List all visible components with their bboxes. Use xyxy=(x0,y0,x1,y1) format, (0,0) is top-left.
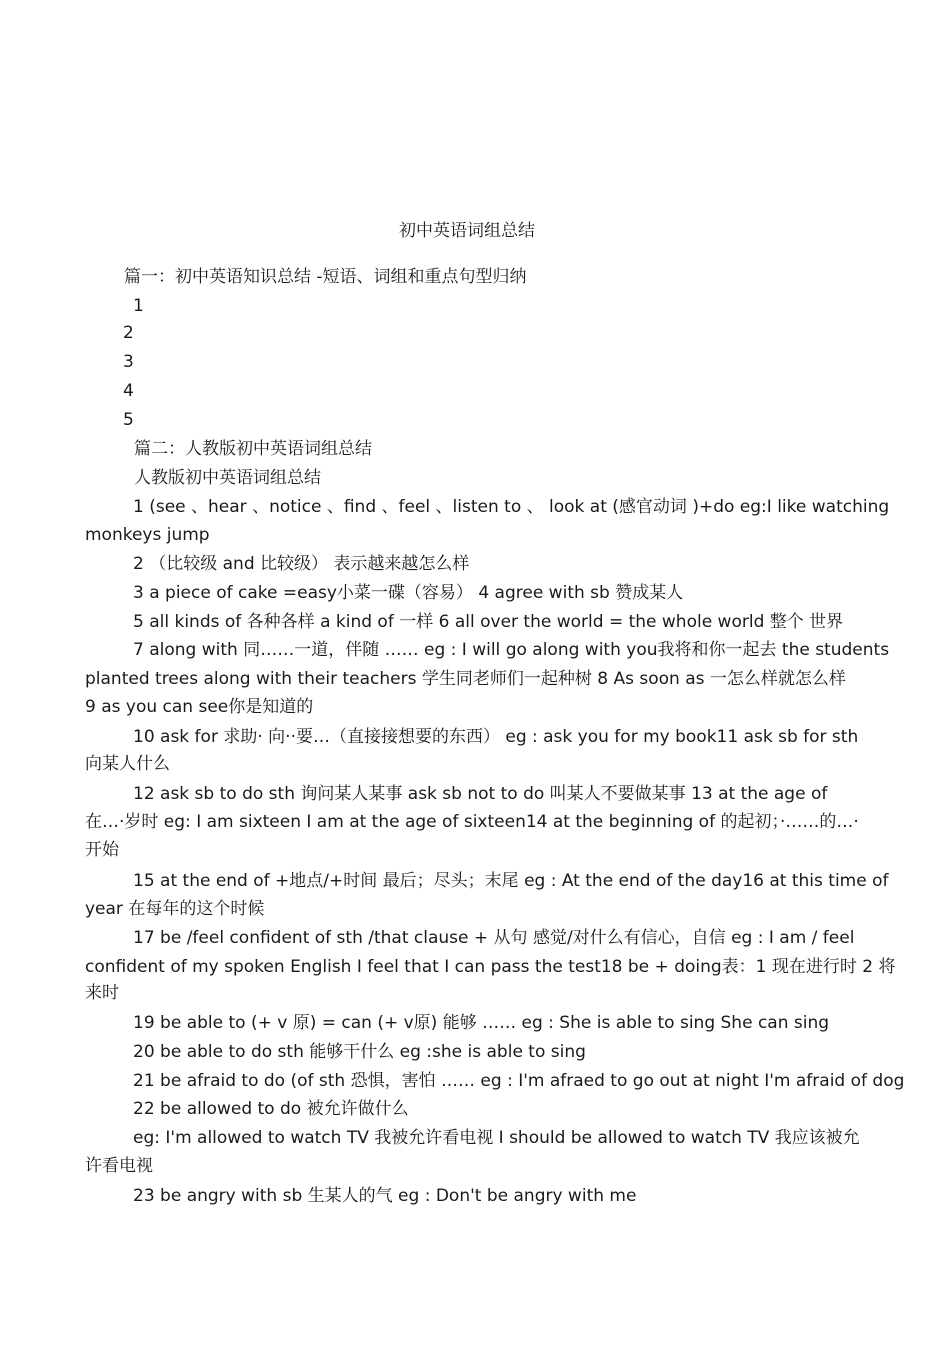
text-line: 21 be afraid to do (of sth 恐惧，害怕 …… eg : I'm afraed to go out at night I'm afraid of dog xyxy=(133,1071,905,1091)
text-line: 1 (see 、hear 、notice 、find 、feel 、listen to 、 look at (感官动词 )+do eg:I like watching xyxy=(133,497,890,517)
text-line: planted trees along with their teachers 学生同老师们一起种树 8 As soon as 一怎么样就怎么样 xyxy=(85,669,846,689)
text-line: 向某人什么 xyxy=(85,754,170,774)
part1-heading: 篇一：初中英语知识总结 -短语、词组和重点句型归纳 xyxy=(124,267,527,287)
text-line: 19 be able to (+ v 原) = can (+ v原) 能够 …… eg : She is able to sing She can sing xyxy=(133,1013,830,1033)
part1-number: 5 xyxy=(123,410,134,430)
text-line: 在…·岁时 eg: I am sixteen I am at the age of sixteen14 at the beginning of 的起初；·……的…· xyxy=(85,812,859,832)
part1-number: 2 xyxy=(123,323,134,343)
document-title: 初中英语词组总结 xyxy=(399,221,535,241)
part2-heading: 篇二：人教版初中英语词组总结 xyxy=(134,439,372,459)
text-line: 3 a piece of cake =easy小菜一碟（容易） 4 agree with sb 赞成某人 xyxy=(133,583,684,603)
text-line: year 在每年的这个时候 xyxy=(85,899,265,919)
text-line: eg: I'm allowed to watch TV 我被允许看电视 I should be allowed to watch TV 我应该被允 xyxy=(133,1128,860,1148)
text-line: 22 be allowed to do 被允许做什么 xyxy=(133,1099,409,1119)
text-line: 20 be able to do sth 能够干什么 eg :she is able to sing xyxy=(133,1042,586,1062)
part1-number: 4 xyxy=(123,381,134,401)
text-line: 10 ask for 求助· 向··要…（直接接想要的东西） eg : ask you for my book11 ask sb for sth xyxy=(133,727,859,747)
part1-number: 3 xyxy=(123,352,134,372)
text-line: 许看电视 xyxy=(85,1156,153,1176)
text-line: 15 at the end of +地点/+时间 最后；尽头；末尾 eg : At the end of the day16 at this time of xyxy=(133,871,889,891)
text-line: 23 be angry with sb 生某人的气 eg : Don't be angry with me xyxy=(133,1186,637,1206)
part2-subheading: 人教版初中英语词组总结 xyxy=(134,468,321,488)
text-line: 开始 xyxy=(85,840,119,860)
text-line: 5 all kinds of 各种各样 a kind of 一样 6 all over the world = the whole world 整个 世界 xyxy=(133,612,844,632)
text-line: 9 as you can see你是知道的 xyxy=(85,697,314,717)
text-line: 2 （比较级 and 比较级） 表示越来越怎么样 xyxy=(133,554,470,574)
text-line: 17 be /feel confident of sth /that clause + 从句 感觉/对什么有信心，自信 eg : I am / feel xyxy=(133,928,855,948)
text-line: monkeys jump xyxy=(85,525,210,545)
text-line: 12 ask sb to do sth 询问某人某事 ask sb not to do 叫某人不要做某事 13 at the age of xyxy=(133,784,828,804)
text-line: 7 along with 同……一道，伴随 …… eg : I will go along with you我将和你一起去 the students xyxy=(133,640,890,660)
part1-number: 1 xyxy=(133,296,144,316)
text-line: 来时 xyxy=(85,983,119,1003)
text-line: confident of my spoken English I feel that I can pass the test18 be + doing表：1 现在进行时 2 将 xyxy=(85,957,896,977)
